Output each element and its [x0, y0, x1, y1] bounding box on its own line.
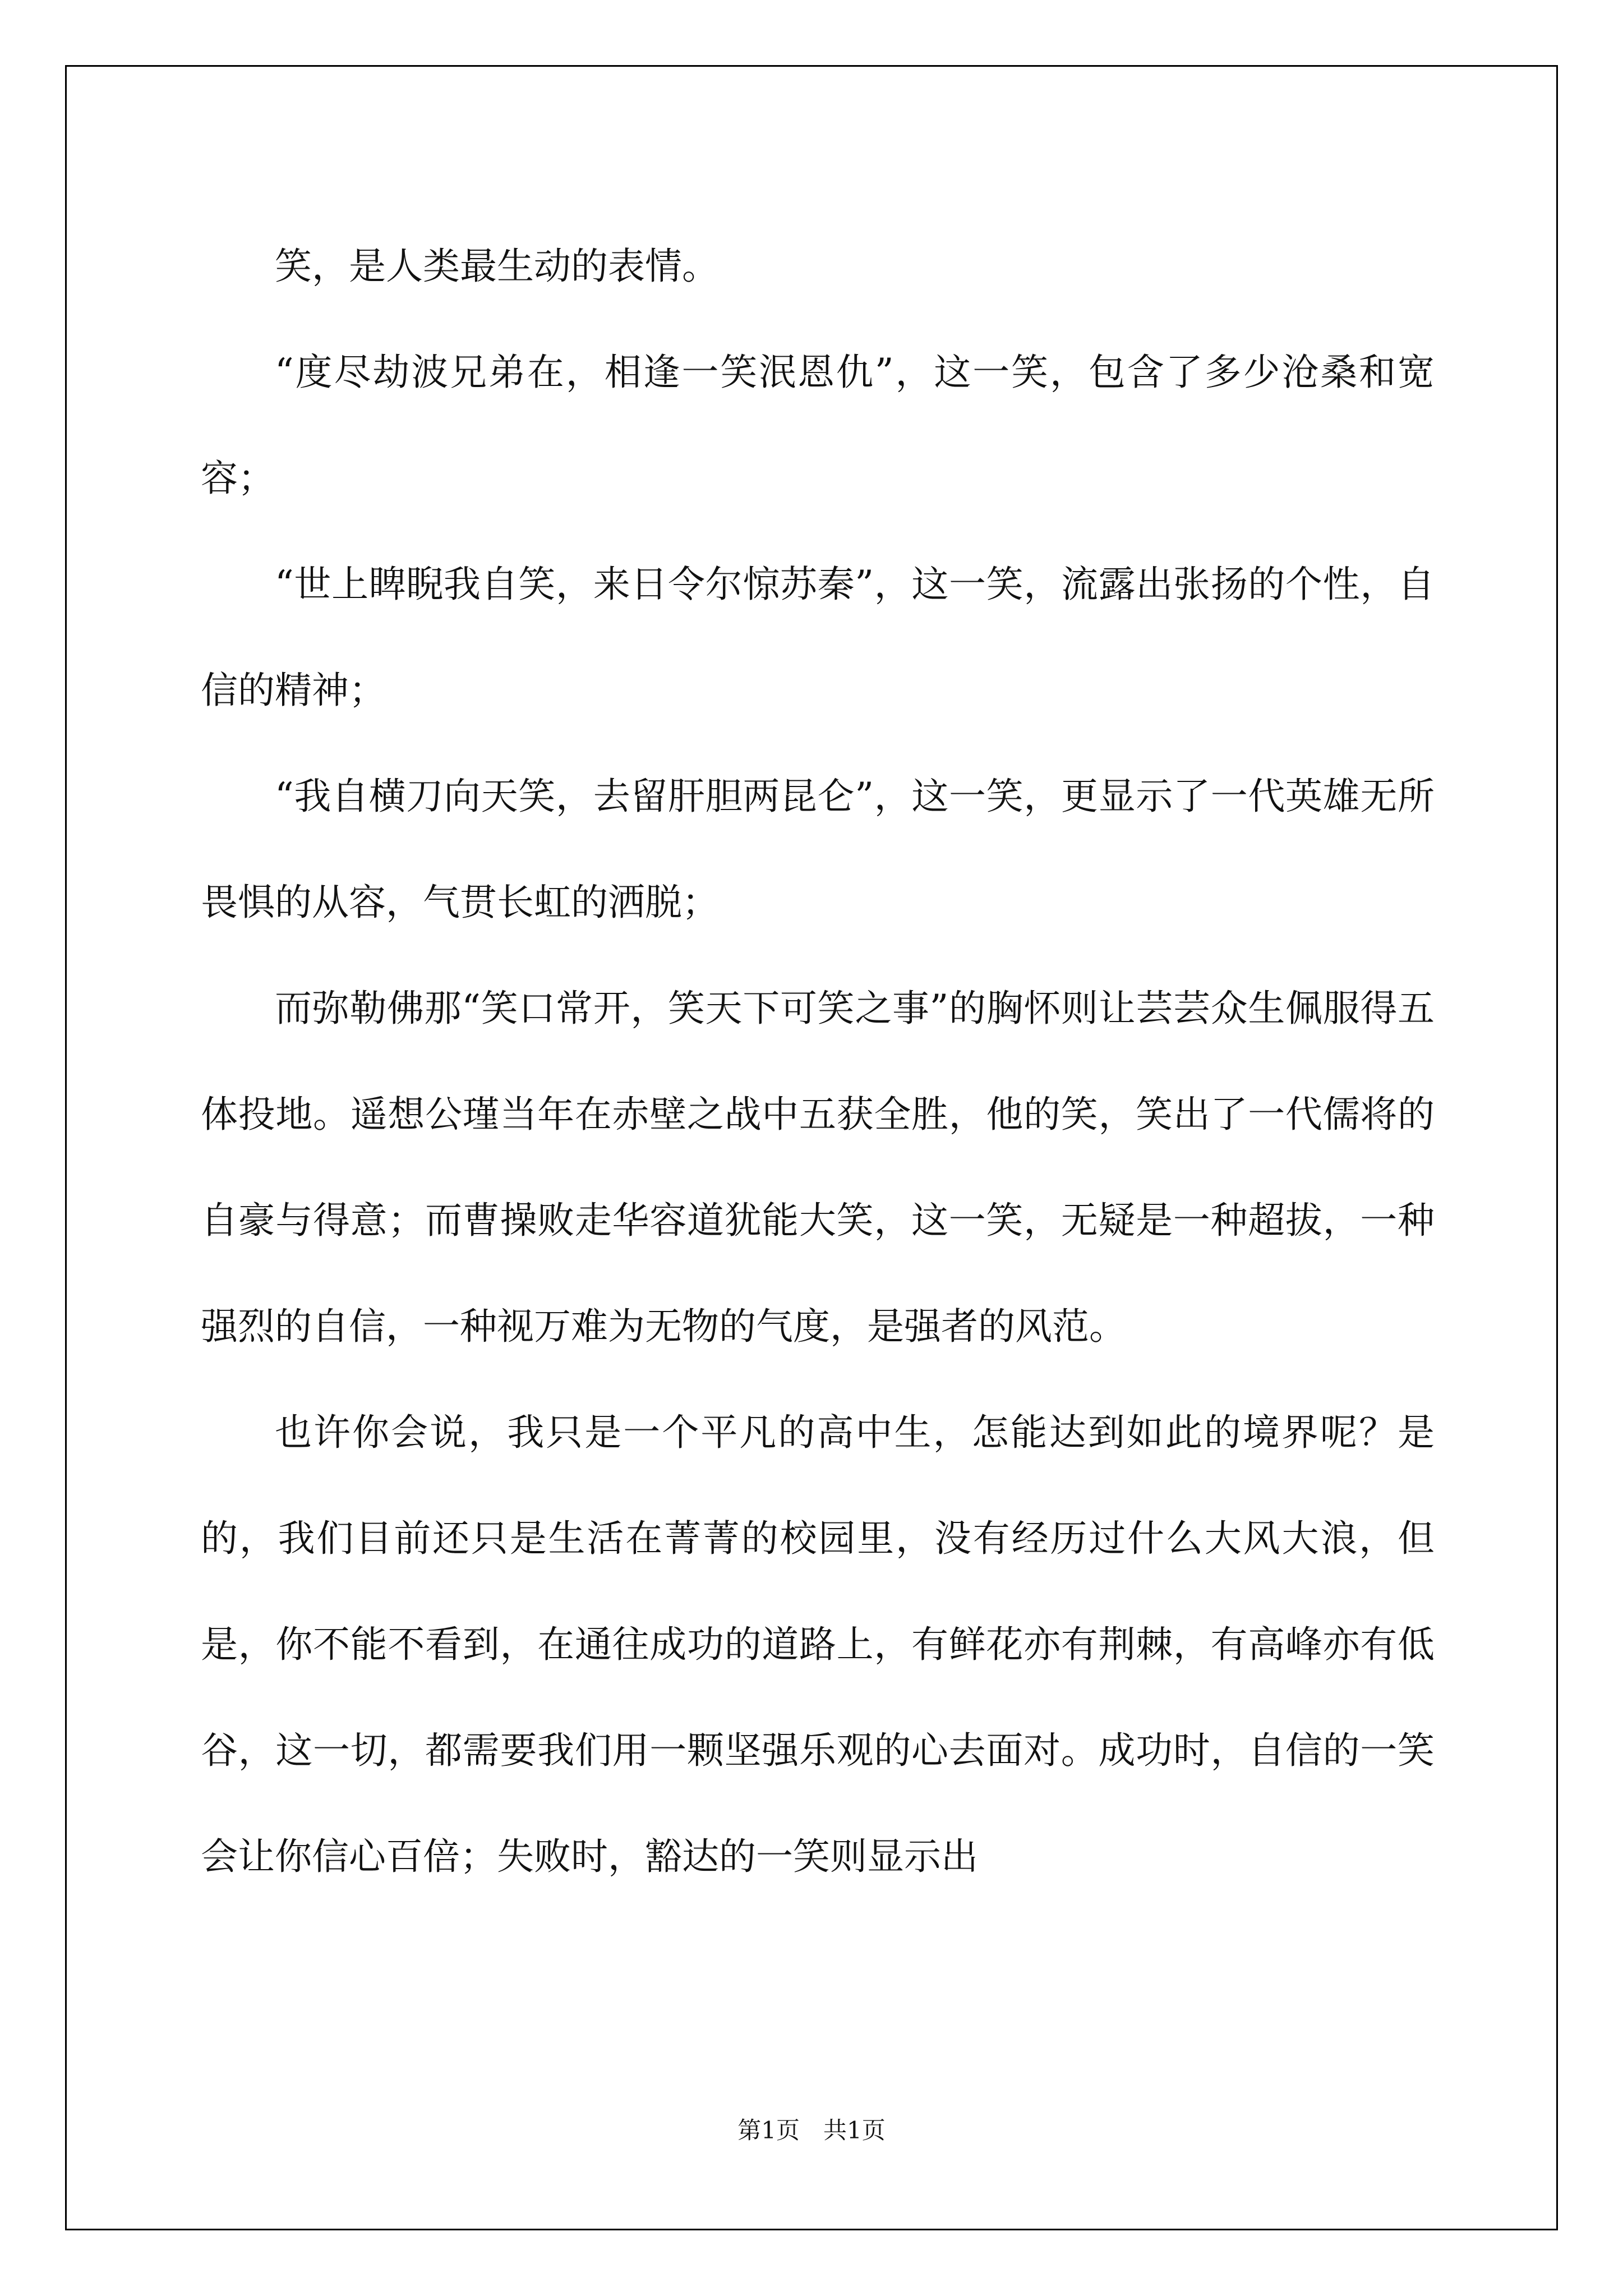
- paragraph-5: 而弥勒佛那“笑口常开，笑天下可笑之事”的胸怀则让芸芸众生佩服得五体投地。遥想公瑾当年在赤壁之战中五获全胜，他的笑，笑出了一代儒将的自豪与得意；而曹操败走华容道犹能大笑，这一笑，无疑是一种超拔，一种强烈的自信，一种视万难为无物的气度，是强者的风范。: [201, 987, 1435, 1348]
- paragraph-6: 也许你会说，我只是一个平凡的高中生，怎能达到如此的境界呢？是的，我们目前还只是生活在菁菁的校园里，没有经历过什么大风大浪，但是，你不能不看到，在通往成功的道路上，有鲜花亦有荆棘，有高峰亦有低谷，这一切，都需要我们用一颗坚强乐观的心去面对。成功时，自信的一笑会让你信心百倍；失败时，豁达的一笑则显示出: [201, 1411, 1435, 1878]
- paragraph-4: “我自横刀向天笑，去留肝胆两昆仑”，这一笑，更显示了一代英雄无所畏惧的从容，气贯长虹的洒脱；: [201, 775, 1435, 924]
- document-body: [201, 213, 1435, 1910]
- page-total: 共1页: [823, 2116, 886, 2144]
- paragraph-3: “世上睥睨我自笑，来日令尔惊苏秦”，这一笑，流露出张扬的个性，自信的精神；: [201, 563, 1435, 712]
- paragraph-2: “度尽劫波兄弟在，相逢一笑泯恩仇”，这一笑，包含了多少沧桑和宽容；: [201, 351, 1435, 500]
- paragraph-1: 笑，是人类最生动的表情。: [275, 245, 719, 288]
- page-number: 第1页: [737, 2116, 800, 2144]
- page-footer: [0, 2112, 1623, 2146]
